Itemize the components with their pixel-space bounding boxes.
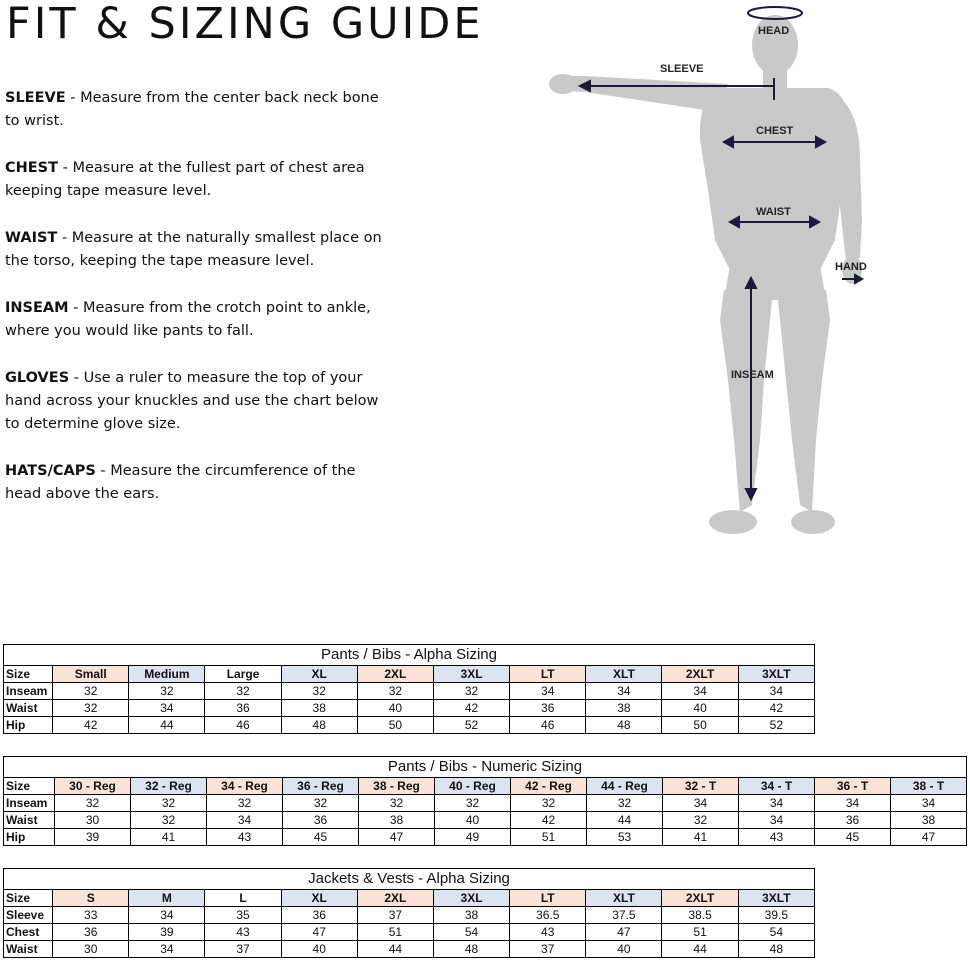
table-cell: 47 — [891, 829, 967, 846]
size-header-cell: 34 - Reg — [207, 778, 283, 795]
table-row — [4, 700, 815, 717]
size-header-row — [4, 666, 815, 683]
table-cell: 36 — [53, 924, 129, 941]
table-cell: 34 — [586, 683, 662, 700]
table-cell: 52 — [738, 717, 814, 734]
table-cell: 32 — [207, 795, 283, 812]
size-header-cell: M — [129, 890, 205, 907]
table-cell: 50 — [662, 717, 738, 734]
table-cell: 36 — [283, 812, 359, 829]
table-cell: 50 — [357, 717, 433, 734]
size-header-cell: XL — [281, 666, 357, 683]
instruction-text: - Measure the circumference of the head above the ears. — [5, 463, 356, 502]
table-cell: 32 — [663, 812, 739, 829]
table-cell: 32 — [53, 700, 129, 717]
table-cell: 36 — [510, 700, 586, 717]
size-header-label: Size — [4, 778, 55, 795]
table-cell: 48 — [586, 717, 662, 734]
table-cell: 44 — [587, 812, 663, 829]
table-cell: 41 — [663, 829, 739, 846]
size-header-cell: Large — [205, 666, 281, 683]
size-header-row — [4, 778, 967, 795]
table-cell: 30 — [53, 941, 129, 958]
instruction-chest — [5, 157, 395, 203]
size-header-cell: 32 - T — [663, 778, 739, 795]
body-silhouette — [549, 15, 862, 534]
row-label: Inseam — [4, 683, 53, 700]
row-label: Hip — [4, 829, 55, 846]
table-cell: 37.5 — [586, 907, 662, 924]
sleeve-label: SLEEVE — [660, 63, 704, 75]
table-cell: 42 — [53, 717, 129, 734]
table-cell: 34 — [129, 907, 205, 924]
size-header-cell: 3XLT — [738, 890, 814, 907]
table-row — [4, 941, 815, 958]
table-cell: 34 — [739, 812, 815, 829]
table-cell: 32 — [511, 795, 587, 812]
table-cell: 46 — [205, 717, 281, 734]
table-cell: 39 — [129, 924, 205, 941]
table-cell: 32 — [53, 683, 129, 700]
size-header-cell: 34 - T — [739, 778, 815, 795]
table-cell: 44 — [357, 941, 433, 958]
size-header-cell: 36 - T — [815, 778, 891, 795]
table-cell: 39 — [55, 829, 131, 846]
size-header-cell: 2XLT — [662, 666, 738, 683]
size-header-cell: 3XL — [433, 890, 509, 907]
instruction-text: - Use a ruler to measure the top of your hand across your knuckles and use the chart below to determine glove size. — [5, 370, 379, 432]
jackets-alpha-sizing-table — [3, 868, 815, 958]
size-header-row — [4, 890, 815, 907]
table-cell: 48 — [738, 941, 814, 958]
table-cell: 42 — [511, 812, 587, 829]
size-header-cell: 36 - Reg — [283, 778, 359, 795]
size-header-label: Size — [4, 890, 53, 907]
table-cell: 48 — [433, 941, 509, 958]
size-header-cell: XLT — [586, 890, 662, 907]
table-cell: 34 — [891, 795, 967, 812]
hand-label: HAND — [835, 261, 867, 273]
table-cell: 44 — [129, 717, 205, 734]
size-header-cell: L — [205, 890, 281, 907]
size-header-cell: Small — [53, 666, 129, 683]
table-cell: 53 — [587, 829, 663, 846]
table-cell: 48 — [281, 717, 357, 734]
row-label: Inseam — [4, 795, 55, 812]
table-cell: 32 — [129, 683, 205, 700]
table-cell: 34 — [663, 795, 739, 812]
table-cell: 32 — [281, 683, 357, 700]
instruction-text: - Measure at the naturally smallest place on the torso, keeping the tape measure level. — [5, 230, 382, 269]
table-cell: 34 — [129, 700, 205, 717]
inseam-label: INSEAM — [731, 369, 774, 381]
table-cell: 49 — [435, 829, 511, 846]
size-header-cell: 2XL — [357, 666, 433, 683]
table-cell: 33 — [53, 907, 129, 924]
instruction-label: HATS/CAPS — [5, 463, 96, 479]
size-header-label: Size — [4, 666, 53, 683]
size-header-cell: 3XL — [433, 666, 509, 683]
instruction-sleeve — [5, 87, 395, 133]
instruction-text: - Measure from the crotch point to ankle, where you would like pants to fall. — [5, 300, 371, 339]
instruction-label: GLOVES — [5, 370, 70, 386]
table-cell: 38 — [281, 700, 357, 717]
size-header-cell: LT — [510, 666, 586, 683]
table-cell: 34 — [207, 812, 283, 829]
table-cell: 44 — [662, 941, 738, 958]
size-header-cell: 38 - Reg — [359, 778, 435, 795]
table-cell: 36 — [281, 907, 357, 924]
body-measurement-figure — [540, 0, 880, 545]
size-header-cell: 42 - Reg — [511, 778, 587, 795]
table-cell: 34 — [662, 683, 738, 700]
table-cell: 34 — [129, 941, 205, 958]
size-header-cell: 2XLT — [662, 890, 738, 907]
table-cell: 38 — [586, 700, 662, 717]
row-label: Sleeve — [4, 907, 53, 924]
table-cell: 47 — [359, 829, 435, 846]
table-cell: 38 — [359, 812, 435, 829]
table-row — [4, 717, 815, 734]
table-cell: 52 — [433, 717, 509, 734]
table-cell: 51 — [357, 924, 433, 941]
table-cell: 43 — [205, 924, 281, 941]
row-label: Waist — [4, 812, 55, 829]
table-cell: 35 — [205, 907, 281, 924]
table-cell: 32 — [205, 683, 281, 700]
instruction-waist — [5, 227, 395, 273]
table-cell: 34 — [510, 683, 586, 700]
instruction-label: CHEST — [5, 160, 59, 176]
size-header-cell: 40 - Reg — [435, 778, 511, 795]
size-header-cell: 38 - T — [891, 778, 967, 795]
instruction-label: INSEAM — [5, 300, 69, 316]
table-cell: 32 — [357, 683, 433, 700]
table-cell: 34 — [815, 795, 891, 812]
waist-label: WAIST — [756, 206, 791, 218]
size-header-cell: LT — [510, 890, 586, 907]
table-row — [4, 907, 815, 924]
instruction-text: - Measure at the fullest part of chest area keeping tape measure level. — [5, 160, 365, 199]
size-header-cell: S — [53, 890, 129, 907]
size-header-cell: 30 - Reg — [55, 778, 131, 795]
instruction-label: WAIST — [5, 230, 58, 246]
table-cell: 34 — [738, 683, 814, 700]
table-row — [4, 829, 967, 846]
table-cell: 36 — [205, 700, 281, 717]
table-cell: 32 — [435, 795, 511, 812]
table-cell: 40 — [435, 812, 511, 829]
table-cell: 40 — [281, 941, 357, 958]
table-cell: 42 — [433, 700, 509, 717]
size-header-cell: 2XL — [357, 890, 433, 907]
table-row — [4, 924, 815, 941]
table-cell: 51 — [662, 924, 738, 941]
row-label: Hip — [4, 717, 53, 734]
size-header-cell: 3XLT — [738, 666, 814, 683]
head-label: HEAD — [758, 25, 790, 37]
table-cell: 41 — [131, 829, 207, 846]
table-cell: 36 — [815, 812, 891, 829]
chest-label: CHEST — [756, 125, 794, 137]
table-cell: 36.5 — [510, 907, 586, 924]
size-header-cell: 32 - Reg — [131, 778, 207, 795]
instruction-label: SLEEVE — [5, 90, 66, 106]
table-cell: 38 — [891, 812, 967, 829]
table-cell: 32 — [131, 795, 207, 812]
table-cell: 37 — [510, 941, 586, 958]
table-cell: 43 — [739, 829, 815, 846]
table-row — [4, 683, 815, 700]
table-cell: 42 — [738, 700, 814, 717]
table-cell: 32 — [433, 683, 509, 700]
table-cell: 30 — [55, 812, 131, 829]
table-title: Pants / Bibs - Alpha Sizing — [4, 645, 815, 666]
pants-alpha-sizing-table — [3, 644, 815, 734]
table-cell: 45 — [283, 829, 359, 846]
table-cell: 45 — [815, 829, 891, 846]
table-cell: 39.5 — [738, 907, 814, 924]
pants-numeric-sizing-table — [3, 756, 967, 846]
size-header-cell: Medium — [129, 666, 205, 683]
table-cell: 54 — [433, 924, 509, 941]
instruction-inseam — [5, 297, 395, 343]
table-cell: 37 — [357, 907, 433, 924]
table-row — [4, 795, 967, 812]
table-cell: 46 — [510, 717, 586, 734]
table-cell: 40 — [662, 700, 738, 717]
table-title: Pants / Bibs - Numeric Sizing — [4, 757, 967, 778]
size-header-cell: XLT — [586, 666, 662, 683]
instruction-text: - Measure from the center back neck bone to wrist. — [5, 90, 379, 129]
table-row — [4, 812, 967, 829]
instruction-gloves — [5, 367, 395, 436]
table-cell: 32 — [587, 795, 663, 812]
size-header-cell: 44 - Reg — [587, 778, 663, 795]
table-title: Jackets & Vests - Alpha Sizing — [4, 869, 815, 890]
table-cell: 43 — [510, 924, 586, 941]
table-cell: 54 — [738, 924, 814, 941]
table-cell: 40 — [586, 941, 662, 958]
row-label: Chest — [4, 924, 53, 941]
table-cell: 51 — [511, 829, 587, 846]
table-cell: 32 — [131, 812, 207, 829]
row-label: Waist — [4, 700, 53, 717]
row-label: Waist — [4, 941, 53, 958]
table-cell: 34 — [739, 795, 815, 812]
table-cell: 37 — [205, 941, 281, 958]
table-cell: 32 — [283, 795, 359, 812]
table-cell: 47 — [281, 924, 357, 941]
size-header-cell: XL — [281, 890, 357, 907]
table-cell: 38.5 — [662, 907, 738, 924]
page-title: FIT & SIZING GUIDE — [6, 0, 484, 49]
table-cell: 32 — [359, 795, 435, 812]
table-cell: 40 — [357, 700, 433, 717]
table-cell: 47 — [586, 924, 662, 941]
table-cell: 38 — [433, 907, 509, 924]
table-cell: 32 — [55, 795, 131, 812]
instruction-hats — [5, 460, 395, 506]
table-cell: 43 — [207, 829, 283, 846]
